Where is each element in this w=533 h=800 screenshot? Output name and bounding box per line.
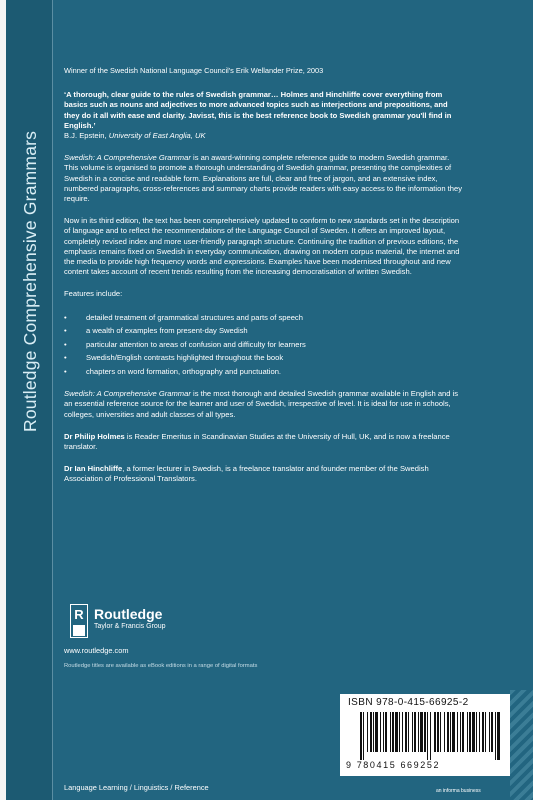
review-author-affiliation: University of East Anglia, UK bbox=[108, 131, 206, 141]
barcode-bar bbox=[440, 712, 441, 752]
barcode-bar bbox=[467, 712, 468, 752]
barcode-bar bbox=[497, 712, 500, 760]
barcode-bar bbox=[383, 712, 384, 752]
publisher-logo bbox=[70, 604, 270, 644]
barcode-bar bbox=[469, 712, 471, 752]
publisher-group: Taylor & Francis Group bbox=[94, 623, 166, 630]
barcode-bar bbox=[452, 712, 455, 752]
barcode-bar bbox=[482, 712, 484, 752]
routledge-logo-icon: R bbox=[70, 604, 88, 638]
ebook-note: Routledge titles are available as eBook editions in a range of digital formats bbox=[64, 663, 258, 669]
barcode-digits: 9 780415 669252 bbox=[346, 760, 441, 770]
barcode-bar bbox=[418, 712, 419, 752]
series-title: Routledge Comprehensive Grammars bbox=[20, 130, 40, 432]
barcode-bar bbox=[434, 712, 436, 752]
informa-tagline: an informa business bbox=[436, 788, 481, 794]
corner-stripe bbox=[510, 690, 533, 800]
description-paragraph-3: Swedish: A Comprehensive Grammar is the most thorough and detailed Swedish grammar available in English and is an essential reference source for the learner and user of Swedish, irrespective of level. It is ideal for use in schools, colleges, universities and adult classes of all types. bbox=[64, 389, 459, 419]
publisher-name: Routledge bbox=[94, 606, 163, 622]
barcode-bar bbox=[491, 712, 493, 752]
author-bio-hinchliffe: Dr Ian Hinchliffe, a former lecturer in Swedish, is a freelance translator and founder member of the Swedish Association of Professional Translators. bbox=[64, 464, 429, 484]
list-item: • Swedish/English contrasts highlighted throughout the book bbox=[64, 353, 464, 363]
barcode-bar bbox=[392, 712, 394, 752]
barcode-bar bbox=[408, 712, 409, 752]
book-title: Swedish: A Comprehensive Grammar bbox=[64, 389, 191, 399]
barcode-bar bbox=[427, 712, 428, 760]
barcode-bar bbox=[402, 712, 403, 752]
barcode-bar bbox=[399, 712, 400, 752]
book-title: Swedish: A Comprehensive Grammar bbox=[64, 153, 191, 163]
barcode bbox=[340, 694, 510, 776]
spine bbox=[6, 0, 52, 800]
barcode-bar bbox=[385, 712, 387, 752]
barcode-bar bbox=[367, 712, 368, 752]
barcode-bars bbox=[360, 712, 500, 760]
blurb-content bbox=[64, 66, 464, 497]
review-quote: ‘A thorough, clear guide to the rules of Swedish grammar… Holmes and Hinchliffe cover everything from basics such as nouns and adjectives to more advanced topics such as interjections and prepositions, and they do it all with ease and clarity. Javisst, this is the best reference book to Swedish grammar you'll find in English.’ bbox=[64, 90, 452, 130]
barcode-bar bbox=[457, 712, 458, 752]
barcode-bar bbox=[360, 712, 362, 760]
barcode-bar bbox=[489, 712, 490, 752]
barcode-bar bbox=[462, 712, 464, 752]
barcode-bar bbox=[370, 712, 372, 752]
list-item: • detailed treatment of grammatical structures and parts of speech bbox=[64, 313, 464, 323]
author-bio-holmes: Dr Philip Holmes is Reader Emeritus in Scandinavian Studies at the University of Hull, UK, and is now a freelance translator. bbox=[64, 431, 450, 452]
prize-line: Winner of the Swedish National Language Council's Erik Wellander Prize, 2003 bbox=[64, 66, 324, 75]
barcode-bar bbox=[495, 712, 496, 760]
barcode-bar bbox=[363, 712, 364, 760]
barcode-bar bbox=[479, 712, 480, 752]
barcode-bar bbox=[430, 712, 431, 760]
barcode-bar bbox=[444, 712, 445, 752]
isbn-text: ISBN 978-0-415-66925-2 bbox=[348, 697, 469, 708]
list-item: • a wealth of examples from present-day Swedish bbox=[64, 326, 464, 336]
barcode-bar bbox=[420, 712, 423, 752]
barcode-bar bbox=[424, 712, 426, 752]
barcode-bar bbox=[460, 712, 461, 752]
list-item: • particular attention to areas of confusion and difficulty for learners bbox=[64, 340, 464, 350]
subject-categories: Language Learning / Linguistics / Reference bbox=[64, 783, 209, 792]
features-list bbox=[64, 313, 464, 378]
description-paragraph-2: Now in its third edition, the text has been comprehensively updated to conform to new standards set in the description of language and to reflect the recommendations of the Language Council of Sweden. It offers an improved layout, completely revised index and more user-friendly paragraph structure. Continuing the tradition of previous editions, the emphasis remains fixed on Swedish in everyday communication, drawing on modern corpus material, the internet and the media to provide high frequency words and expressions. Examples have been modernised throughout and new content takes account of recent trends resulting from the increasing democratisation of written Swedish. bbox=[64, 216, 460, 277]
barcode-bar bbox=[437, 712, 439, 752]
barcode-bar bbox=[395, 712, 398, 752]
features-intro: Features include: bbox=[64, 289, 123, 299]
barcode-bar bbox=[485, 712, 486, 752]
publisher-url[interactable]: www.routledge.com bbox=[64, 646, 129, 655]
barcode-bar bbox=[375, 712, 378, 752]
barcode-bar bbox=[472, 712, 475, 752]
review-author-name: B.J. Epstein, bbox=[64, 131, 109, 141]
barcode-bar bbox=[447, 712, 449, 752]
description-paragraph-1: Swedish: A Comprehensive Grammar is an award-winning complete reference guide to modern Swedish grammar. This volume is organised to promote a thorough understanding of Swedish grammar, presenting the complexities of Swedish in a concise and readable form. Explanations are full, clear and free of jargon, and an extensive index, numbered paragraphs, cross-references and summary charts provide readers with easy access to the information they require. bbox=[64, 153, 463, 204]
barcode-bar bbox=[450, 712, 451, 752]
barcode-bar bbox=[476, 712, 477, 752]
barcode-bar bbox=[414, 712, 416, 752]
list-item: • chapters on word formation, orthography and punctuation. bbox=[64, 367, 464, 377]
barcode-bar bbox=[412, 712, 413, 752]
barcode-bar bbox=[380, 712, 381, 752]
review-author bbox=[64, 131, 464, 141]
barcode-bar bbox=[373, 712, 374, 752]
barcode-bar bbox=[390, 712, 391, 752]
barcode-bar bbox=[405, 712, 407, 752]
